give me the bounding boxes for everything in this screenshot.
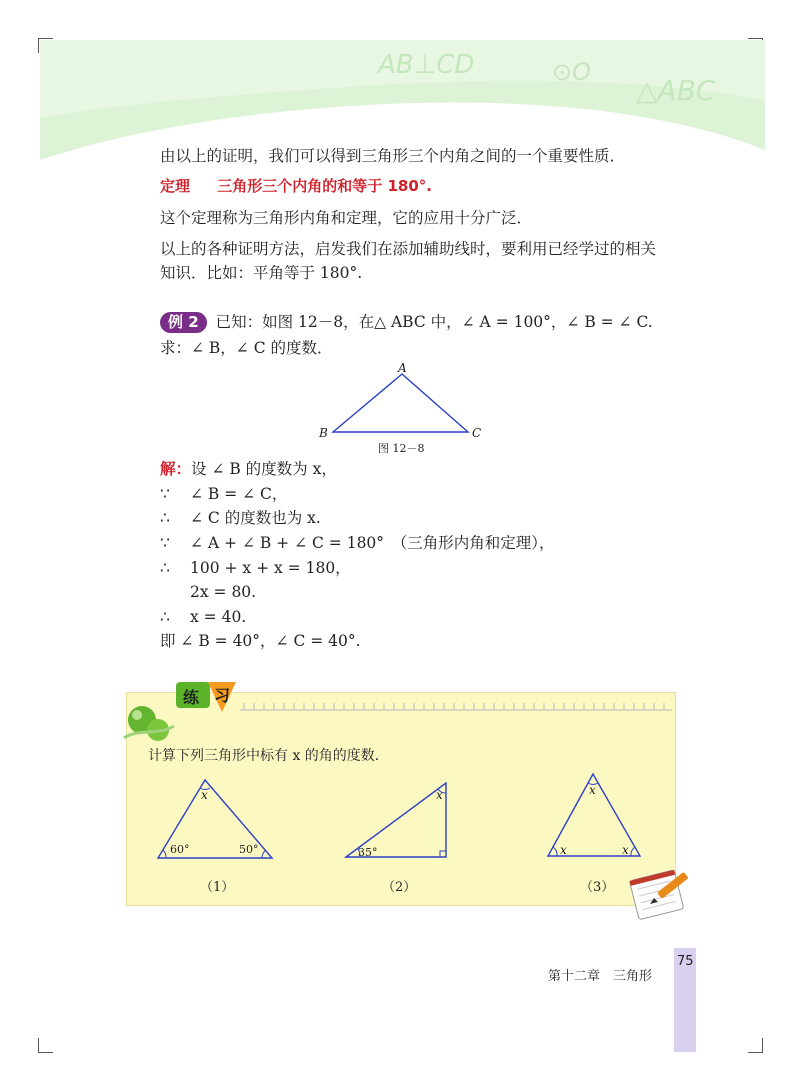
example-given-line xyxy=(160,311,653,333)
solution-line-4: ∠ A + ∠ B + ∠ C = 180° （三角形内角和定理）， xyxy=(190,534,555,552)
figure-label-c: C xyxy=(472,426,482,440)
example-badge: 例 2 xyxy=(160,312,207,333)
theorem-label: 定理 xyxy=(160,177,191,195)
figure-caption: 图 12－8 xyxy=(378,442,425,455)
page-number: 75 xyxy=(677,954,694,969)
practice-tag-b: 习 xyxy=(214,686,231,705)
example-ask: 求：∠ B，∠ C 的度数． xyxy=(160,339,333,357)
paragraph-4b: 知识．比如：平角等于 180°. xyxy=(160,264,363,282)
solution-line-6: 2x = 80. xyxy=(190,583,257,601)
fig3-angle-left: x xyxy=(560,843,567,857)
solution-line-8: 即 ∠ B = 40°，∠ C = 40°. xyxy=(160,632,361,650)
practice-ruler xyxy=(240,700,672,714)
figure-label-b: B xyxy=(319,426,328,440)
solution-line-5: 100 + x + x = 180， xyxy=(190,559,351,577)
paragraph-1: 由以上的证明，我们可以得到三角形三个内角之间的一个重要性质． xyxy=(160,147,626,165)
solution-symbol-4: ∵ xyxy=(160,534,170,552)
crop-mark-bottom-left xyxy=(38,1038,53,1053)
paragraph-4a: 以上的各种证明方法，启发我们在添加辅助线时，要利用已经学过的相关 xyxy=(160,240,657,258)
fig1-angle-right: 50° xyxy=(239,843,259,856)
paragraph-3: 这个定理称为三角形内角和定理，它的应用十分广泛． xyxy=(160,209,533,227)
crop-mark-bottom-right xyxy=(748,1038,763,1053)
fig2-caption: （2） xyxy=(382,880,417,895)
fig1-angle-left: 60° xyxy=(170,843,190,856)
fig3-angle-right: x xyxy=(622,843,629,857)
solution-line-2: ∠ B = ∠ C， xyxy=(190,485,288,503)
practice-prompt: 计算下列三角形中标有 x 的角的度数． xyxy=(148,748,389,764)
fig2-angle-top: x xyxy=(436,788,443,802)
triangle-abc xyxy=(333,374,468,432)
figure-label-a: A xyxy=(398,361,407,375)
practice-tag-a: 练 xyxy=(183,688,200,707)
chapter-footer: 第十二章 三角形 xyxy=(548,969,653,984)
solution-symbol-2: ∵ xyxy=(160,485,170,503)
fig3-angle-top: x xyxy=(589,783,596,797)
solution-symbol-5: ∴ xyxy=(160,559,170,577)
header-watermark-left: AB⊥CD xyxy=(378,50,475,80)
solution-symbol-7: ∴ xyxy=(160,608,170,626)
example-given: 已知：如图 12－8，在△ ABC 中，∠ A = 100°，∠ B = ∠ C. xyxy=(215,313,653,331)
fig2-angle-left: 35° xyxy=(358,846,378,859)
solution-line-1 xyxy=(160,458,337,480)
solution-line-7: x = 40. xyxy=(190,608,247,626)
solution-line-3: ∠ C 的度数也为 x. xyxy=(190,509,321,527)
theorem-body: 三角形三个内角的和等于 180°. xyxy=(217,177,432,195)
theorem-line xyxy=(160,175,432,197)
solution-symbol-3: ∴ xyxy=(160,509,170,527)
header-watermark-right: △ABC xyxy=(636,74,716,107)
fig3-caption: （3） xyxy=(580,880,615,895)
solution-text-1: 设 ∠ B 的度数为 x， xyxy=(191,460,337,478)
fig1-caption: （1） xyxy=(200,880,235,895)
header-watermark-mid: ⊙O xyxy=(552,58,591,86)
solution-label: 解： xyxy=(160,460,192,478)
fig1-angle-top: x xyxy=(201,788,208,802)
notebook-pencil-icon xyxy=(624,864,696,926)
